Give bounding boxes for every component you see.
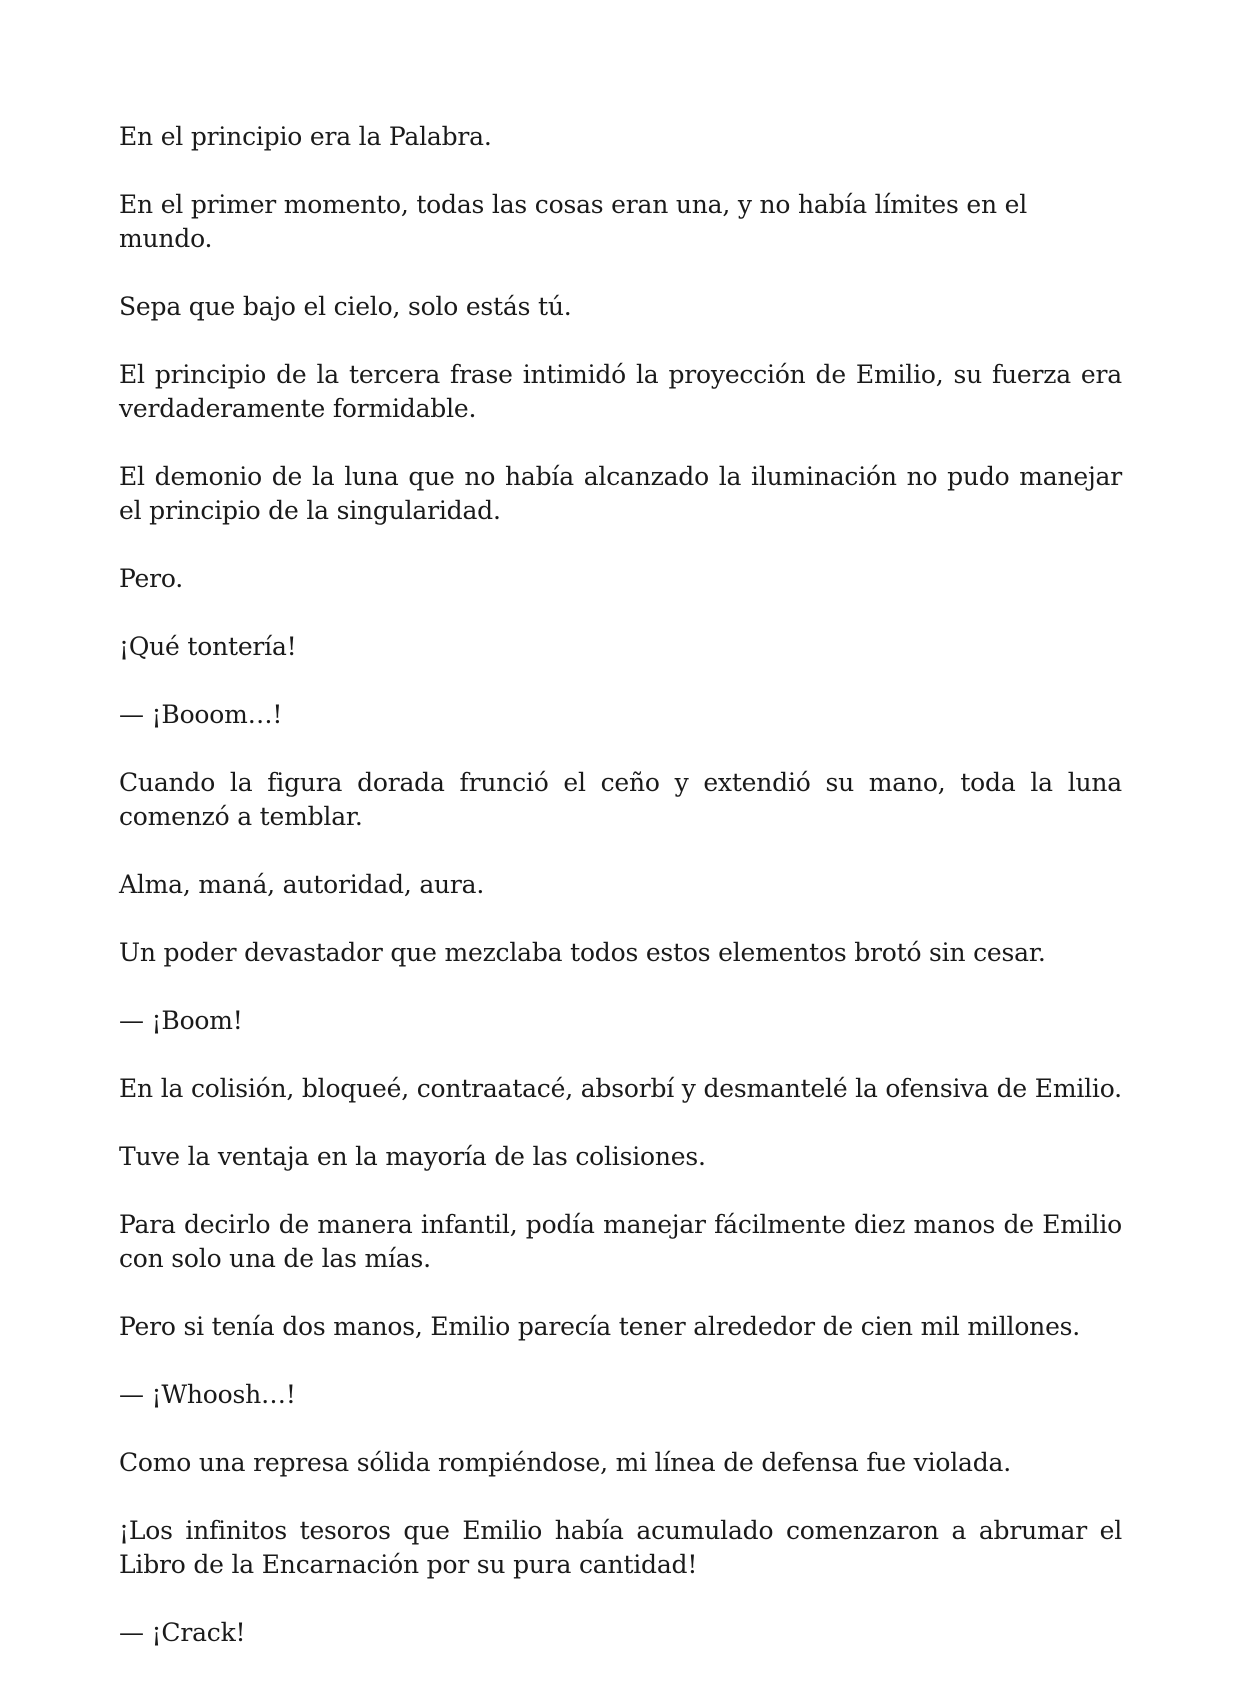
paragraph: Como una represa sólida rompiéndose, mi línea de defensa fue violada. <box>119 1448 1011 1477</box>
paragraph: ¡Los infinitos tesoros que Emilio había acumulado comenzaron a abrumar el Libro de la Encarnación por su pura cantidad! <box>119 1516 1122 1579</box>
paragraph: Sepa que bajo el cielo, solo estás tú. <box>119 292 572 321</box>
paragraph: En el principio era la Palabra. <box>119 122 492 151</box>
document-body <box>119 120 1122 1684</box>
paragraph: Cuando la figura dorada frunció el ceño y extendió su mano, toda la luna comenzó a temblar. <box>119 768 1122 831</box>
paragraph: Pero si tenía dos manos, Emilio parecía tener alrededor de cien mil millones. <box>119 1312 1081 1341</box>
paragraph: Alma, maná, autoridad, aura. <box>119 870 485 899</box>
paragraph: Un poder devastador que mezclaba todos estos elementos brotó sin cesar. <box>119 938 1046 967</box>
paragraph: — ¡Booom…! <box>119 700 283 729</box>
paragraph: — ¡Whoosh…! <box>119 1380 296 1409</box>
paragraph: Para decirlo de manera infantil, podía manejar fácilmente diez manos de Emilio con solo una de las mías. <box>119 1210 1122 1273</box>
paragraph: Tuve la ventaja en la mayoría de las colisiones. <box>119 1142 706 1171</box>
paragraph: — ¡Boom! <box>119 1006 243 1035</box>
paragraph: En la colisión, bloqueé, contraatacé, absorbí y desmantelé la ofensiva de Emilio. <box>119 1074 1122 1103</box>
paragraph: En el primer momento, todas las cosas eran una, y no había límites en el mundo. <box>119 190 1028 253</box>
paragraph: El principio de la tercera frase intimidó la proyección de Emilio, su fuerza era verdaderamente formidable. <box>119 360 1122 423</box>
paragraph: — ¡Crack! <box>119 1618 246 1647</box>
paragraph: El demonio de la luna que no había alcanzado la iluminación no pudo manejar el principio de la singularidad. <box>119 462 1122 525</box>
paragraph: ¡Qué tontería! <box>119 632 297 661</box>
paragraph: Pero. <box>119 564 184 593</box>
